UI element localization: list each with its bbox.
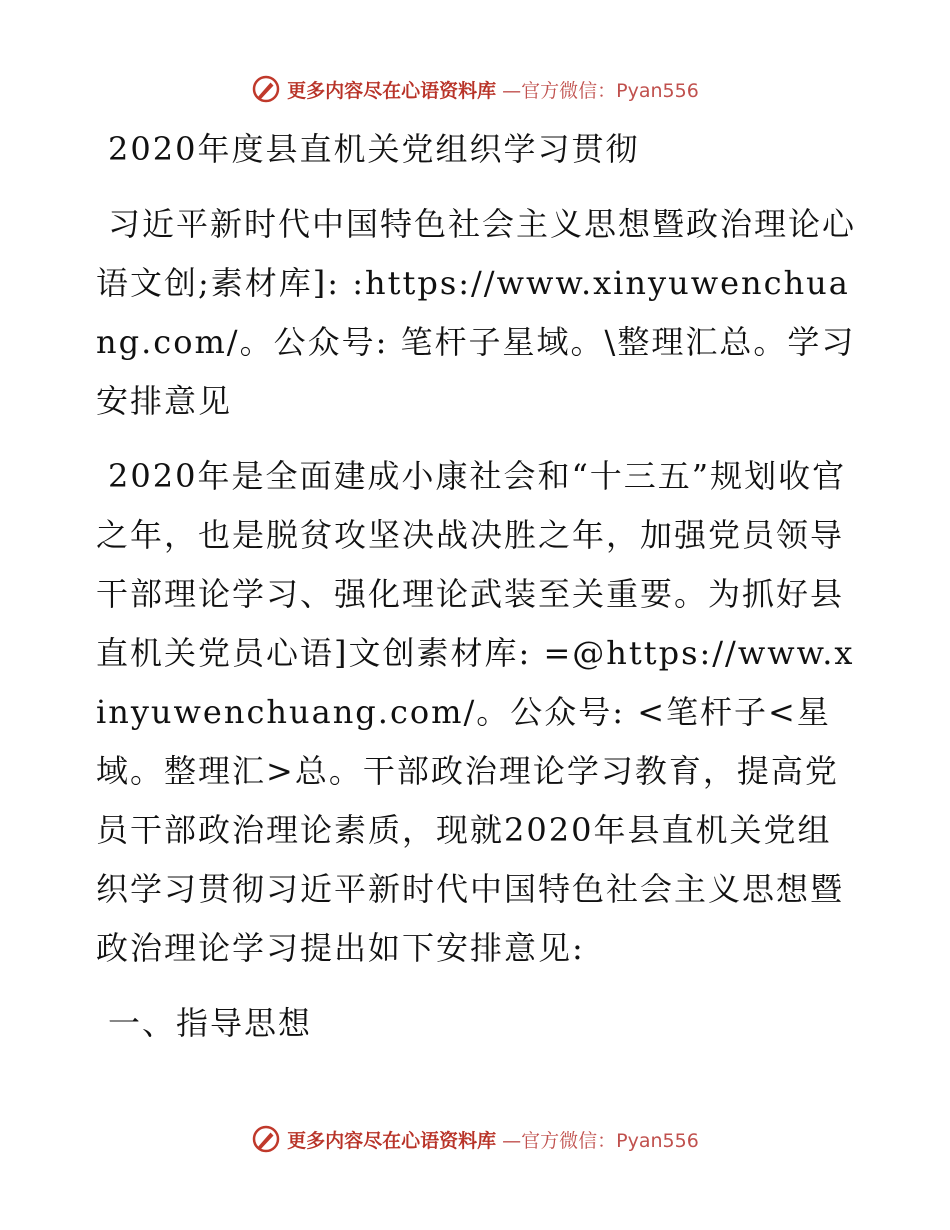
- section-heading-1: 一、指导思想: [108, 1004, 313, 1042]
- banner-lead-text: 更多内容尽在心语资料库: [287, 1129, 497, 1152]
- document-body: [96, 120, 856, 1069]
- paragraph-1: 习近平新时代中国特色社会主义思想暨政治理论心语文创;素材库]: :https://www.xinyuwenchuang.com/。公众号: 笔杆子星域。\整理汇总。学习安排意见: [96, 205, 857, 420]
- banner-contact-text: —官方微信：Pyan556: [502, 1129, 699, 1152]
- banner-lead-text: 更多内容尽在心语资料库: [287, 79, 497, 102]
- document-title: 2020年度县直机关党组织学习贯彻: [108, 130, 640, 168]
- quill-logo-icon: [251, 74, 281, 104]
- quill-logo-icon: [251, 1124, 281, 1154]
- footer-watermark-banner: [0, 1124, 950, 1154]
- banner-contact-text: —官方微信：Pyan556: [502, 79, 699, 102]
- header-watermark-banner: [0, 74, 950, 104]
- paragraph-2: 2020年是全面建成小康社会和“十三五”规划收官之年，也是脱贫攻坚决战决胜之年，加强党员领导干部理论学习、强化理论武装至关重要。为抓好县直机关党员心语]文创素材库: =@https://www.xinyuwenchuang.com/。公众号: <笔杆子<星域。整理汇>总。干部政治理论学习教育，提高党员干部政治理论素质，现就2020年县直机关党组织学习贯彻习近平新时代中国特色社会主义思想暨政治理论学习提出如下安排意见:: [96, 457, 855, 967]
